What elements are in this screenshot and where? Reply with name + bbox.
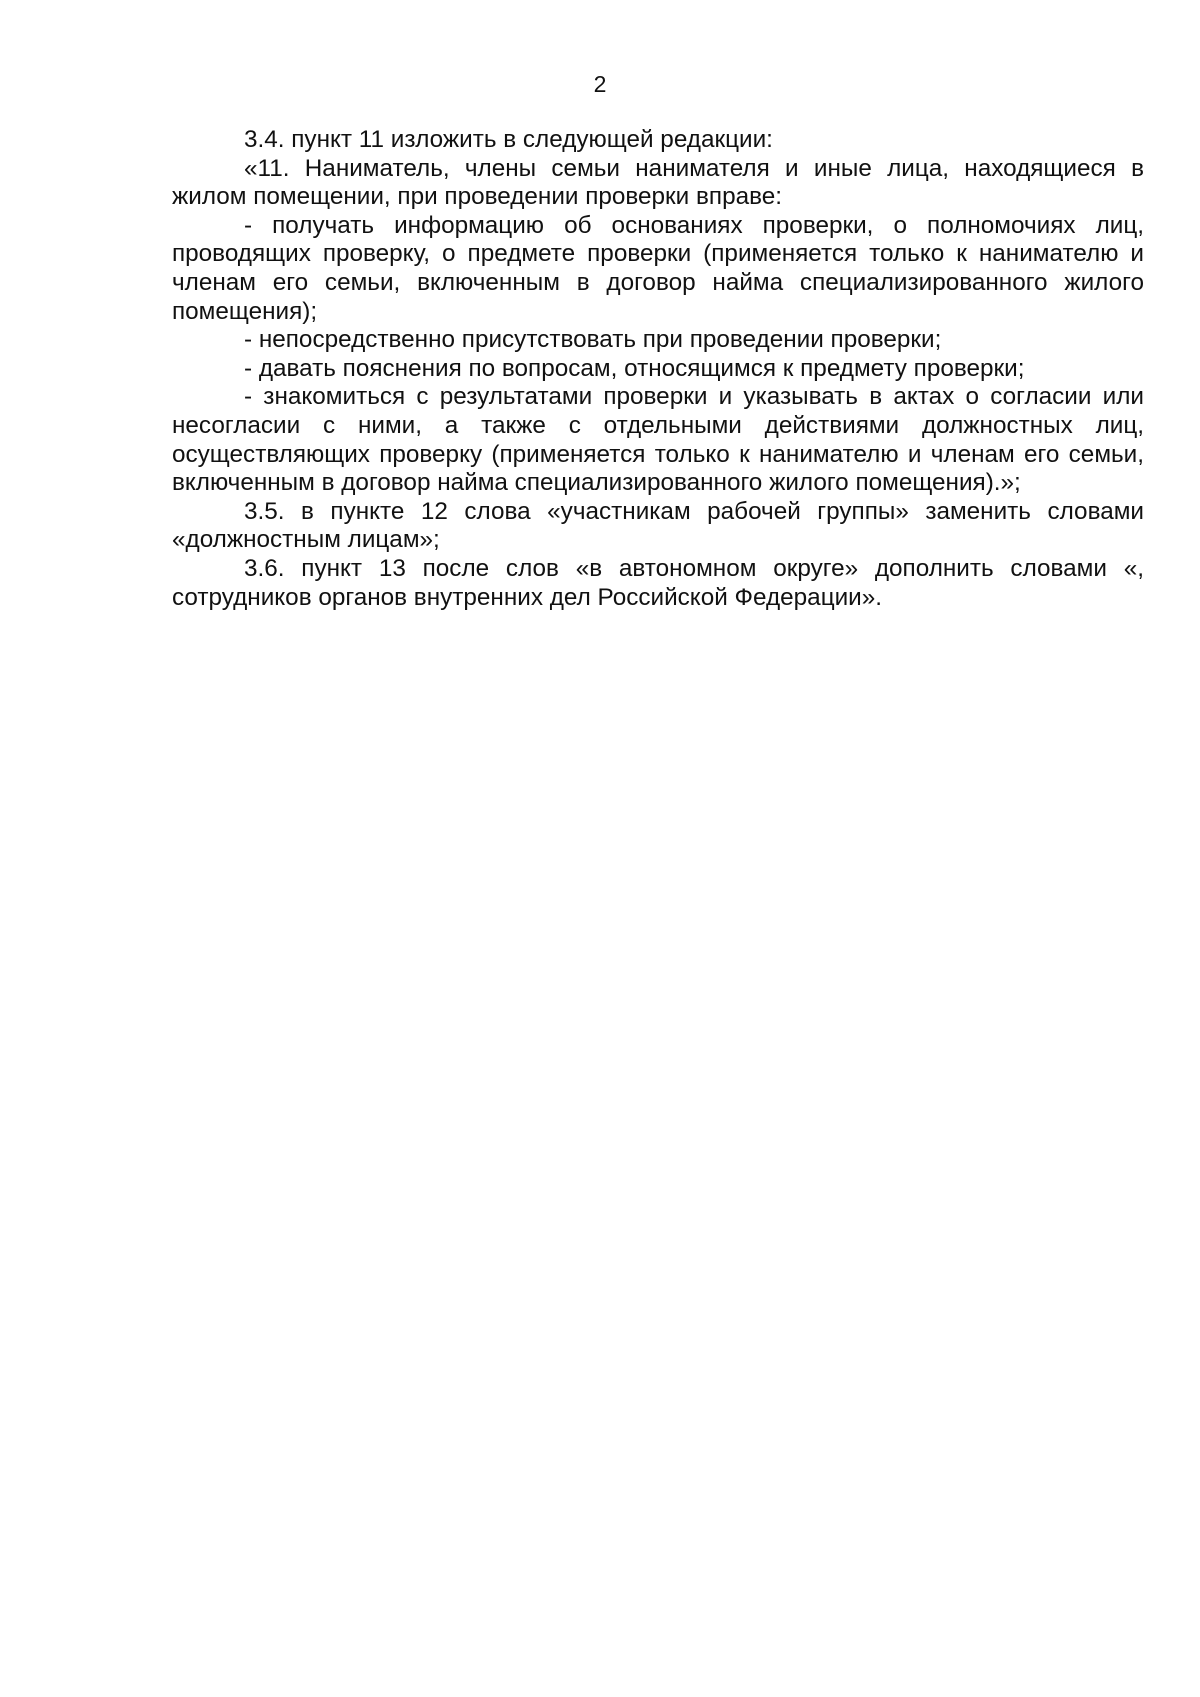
paragraph-11-intro: «11. Наниматель, члены семьи нанимателя и иные лица, находящиеся в жилом помещении, при проведении проверки вправе: bbox=[172, 154, 1144, 211]
paragraph-3-5: 3.5. в пункте 12 слова «участникам рабочей группы» заменить словами «должностным лицам»; bbox=[172, 497, 1144, 554]
list-item-attend: - непосредственно присутствовать при проведении проверки; bbox=[244, 326, 942, 354]
paragraph-3-6: 3.6. пункт 13 после слов «в автономном округе» дополнить словами «, сотрудников органов внутренних дел Российской Федерации». bbox=[172, 554, 1144, 611]
page-number: 2 bbox=[593, 71, 607, 97]
paragraph-3-4: 3.4. пункт 11 изложить в следующей редакции: bbox=[244, 126, 773, 153]
document-body bbox=[172, 126, 1144, 612]
list-item-explain: - давать пояснения по вопросам, относящимся к предмету проверки; bbox=[244, 354, 1025, 382]
list-item-review-results: - знакомиться с результатами проверки и указывать в актах о согласии или несогласии с ними, а также с отдельными действиями должностных лиц, осуществляющих проверку (применяется только к нанимателю и членам его семьи, включенным в договор найма специализированного жилого помещения).»; bbox=[172, 383, 1144, 497]
list-item-receive-info: - получать информацию об основаниях проверки, о полномочиях лиц, проводящих проверку, о предмете проверки (применяется только к нанимателю и членам его семьи, включенным в договор найма специализированного жилого помещения); bbox=[172, 211, 1144, 325]
